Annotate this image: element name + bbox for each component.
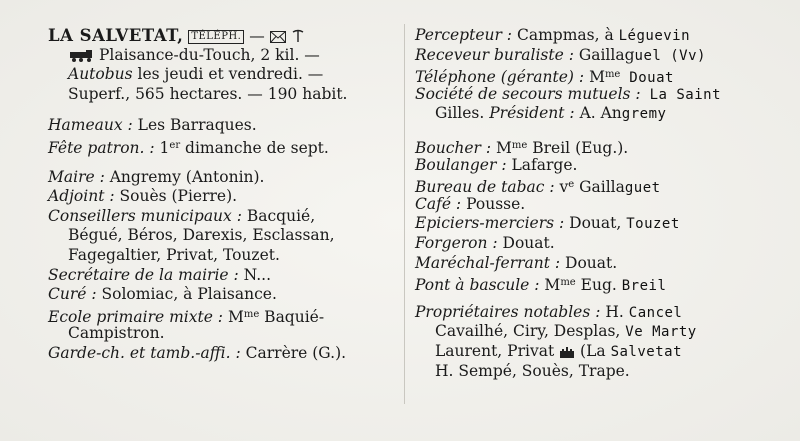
- proprietaires2-handwritten: Ve Marty: [625, 324, 697, 341]
- pont-label: Pont à bascule :: [415, 276, 540, 295]
- societe-label: Société de secours mutuels :: [415, 84, 641, 103]
- garde-line: [48, 344, 393, 364]
- pont-line: [415, 273, 795, 293]
- percepteur-label: Percepteur :: [415, 26, 513, 44]
- proprietaires-text: H.: [600, 302, 629, 321]
- telephone-line: [415, 65, 795, 85]
- railway-line: [48, 46, 393, 66]
- dash-text: —: [249, 27, 270, 45]
- proprietaires-label: Propriétaires notables :: [415, 302, 601, 321]
- marechal-line: [415, 254, 795, 274]
- percepteur-handwritten: Léguevin: [618, 28, 691, 44]
- cure-line: [48, 285, 393, 305]
- receveur-text: Gaillag: [573, 45, 635, 64]
- autobus-line: [48, 65, 393, 85]
- pont-handwritten: Breil: [621, 278, 667, 295]
- adjoint-text: Souès (Pierre).: [114, 187, 238, 206]
- garde-text: Carrère (G.).: [240, 343, 347, 362]
- conseillers-line: [48, 207, 393, 227]
- conseillers-label: Conseillers municipaux :: [48, 206, 242, 225]
- forgeron-line: [415, 234, 795, 254]
- maire-label: Maire :: [48, 167, 105, 186]
- left-column: [48, 26, 393, 364]
- societe-line-2: [415, 104, 795, 124]
- cafe-label: Café :: [415, 194, 462, 213]
- adjoint-line: [48, 187, 393, 207]
- hameaux-text: Les Barraques.: [132, 116, 257, 135]
- ecole-line: [48, 305, 393, 325]
- receveur-label: Receveur buraliste :: [415, 45, 574, 64]
- telephone-box: TÉLÉPH.: [188, 30, 244, 44]
- commune-name: LA SALVETAT,: [48, 26, 184, 45]
- boucher-label: Boucher :: [415, 138, 492, 157]
- boulanger-line: [415, 156, 795, 176]
- maire-line: [48, 168, 393, 188]
- railway-text: Plaisance-du-Touch, 2 kil. —: [98, 45, 320, 64]
- cure-text: Solomiac, à Plaisance.: [96, 285, 277, 304]
- hameaux-label: Hameaux :: [48, 116, 133, 135]
- telephone-handwritten: Douat: [620, 70, 674, 87]
- secretaire-line: [48, 266, 393, 286]
- ecole-line-2: Campistron.: [68, 324, 165, 343]
- boulanger-text: Lafarge.: [506, 155, 578, 174]
- boucher-text: M: [491, 138, 512, 157]
- telephone-label: Téléphone (gérante) :: [415, 68, 585, 87]
- fete-sup: er: [169, 139, 181, 151]
- ecole-sup: me: [243, 308, 260, 320]
- telephone-sup: me: [604, 69, 621, 81]
- entry-header: [48, 26, 393, 46]
- tabac-line: [415, 175, 795, 195]
- tabac-text-2: Gailla: [574, 178, 625, 197]
- proprietaires-line-3: [415, 342, 795, 362]
- societe-handwritten: La Saint: [640, 86, 722, 103]
- tabac-text: v: [554, 178, 569, 197]
- forgeron-text: Douat.: [497, 233, 555, 252]
- epiciers-label: Epiciers-merciers :: [415, 214, 565, 233]
- epiciers-handwritten: Touzet: [626, 216, 680, 233]
- tabac-handwritten: guet: [624, 180, 661, 197]
- right-column: [415, 26, 795, 381]
- ecole-label: Ecole primaire mixte :: [48, 307, 224, 326]
- cure-label: Curé :: [48, 285, 97, 304]
- ecole-text: M: [223, 307, 244, 326]
- tabac-sup: e: [568, 179, 575, 191]
- boucher-line: [415, 136, 795, 156]
- forgeron-label: Forgeron :: [415, 233, 498, 252]
- marechal-text: Douat.: [560, 253, 618, 272]
- pont-text-2: Eug.: [575, 276, 622, 295]
- pont-text: M: [539, 276, 561, 295]
- secretaire-label: Secrétaire de la mairie :: [48, 265, 239, 284]
- percepteur-text: Campmas, à: [512, 26, 619, 44]
- proprietaires-line-2: [415, 322, 795, 342]
- adjoint-label: Adjoint :: [48, 187, 115, 206]
- boucher-sup: me: [511, 139, 528, 151]
- proprietaires3-text-2: (La: [575, 341, 611, 360]
- epiciers-text: Douat,: [564, 214, 627, 233]
- garde-label: Garde-ch. et tamb.-affi. :: [48, 343, 241, 362]
- conseillers-line-3: Fagegaltier, Privat, Touzet.: [68, 245, 280, 264]
- president-text: A. An: [574, 104, 622, 123]
- tabac-label: Bureau de tabac :: [415, 178, 555, 197]
- autobus-text: les jeudi et vendredi. —: [132, 65, 324, 84]
- societe-line: [415, 85, 795, 105]
- proprietaires-line: [415, 303, 795, 323]
- societe2-text: Gilles.: [435, 104, 490, 123]
- fete-text: dimanche de sept.: [180, 138, 329, 157]
- proprietaires-handwritten: Cancel: [628, 304, 683, 321]
- telephone-text: M: [584, 68, 605, 87]
- maire-text: Angremy (Antonin).: [104, 167, 265, 186]
- secretaire-text: N...: [238, 265, 272, 284]
- conseillers-text: Bacquié,: [241, 206, 316, 225]
- ecole-text-2: Baquié-: [259, 307, 325, 326]
- receveur-handwritten: uel (Vv): [634, 47, 706, 64]
- conseillers-line-2: Bégué, Béros, Darexis, Esclassan,: [68, 226, 335, 245]
- epiciers-line: [415, 214, 795, 234]
- proprietaires2-text: Cavailhé, Ciry, Desplas,: [435, 322, 626, 341]
- proprietaires-line-4: H. Sempé, Souès, Trape.: [435, 361, 630, 380]
- percepteur-line: [415, 26, 795, 46]
- cafe-line: [415, 195, 795, 215]
- column-divider: [404, 24, 405, 404]
- autobus-label: Autobus: [68, 65, 133, 84]
- proprietaires3-handwritten: Salvetat: [610, 343, 682, 360]
- chateau-icon: [559, 344, 575, 364]
- proprietaires3-text: Laurent, Privat: [435, 341, 560, 360]
- fete-line: [48, 136, 393, 156]
- cafe-text: Pousse.: [461, 194, 526, 213]
- president-handwritten: gremy: [621, 106, 667, 123]
- fete-number: 1: [154, 138, 170, 157]
- pont-sup: me: [560, 277, 576, 289]
- hameaux-line: [48, 116, 393, 136]
- fete-label: Fête patron. :: [48, 138, 155, 157]
- surface-line: Superf., 565 hectares. — 190 habit.: [68, 84, 348, 103]
- boucher-text-2: Breil (Eug.).: [527, 138, 629, 157]
- marechal-label: Maréchal-ferrant :: [415, 253, 561, 272]
- president-label: Président :: [489, 104, 575, 123]
- boulanger-label: Boulanger :: [415, 155, 507, 174]
- receveur-line: [415, 46, 795, 66]
